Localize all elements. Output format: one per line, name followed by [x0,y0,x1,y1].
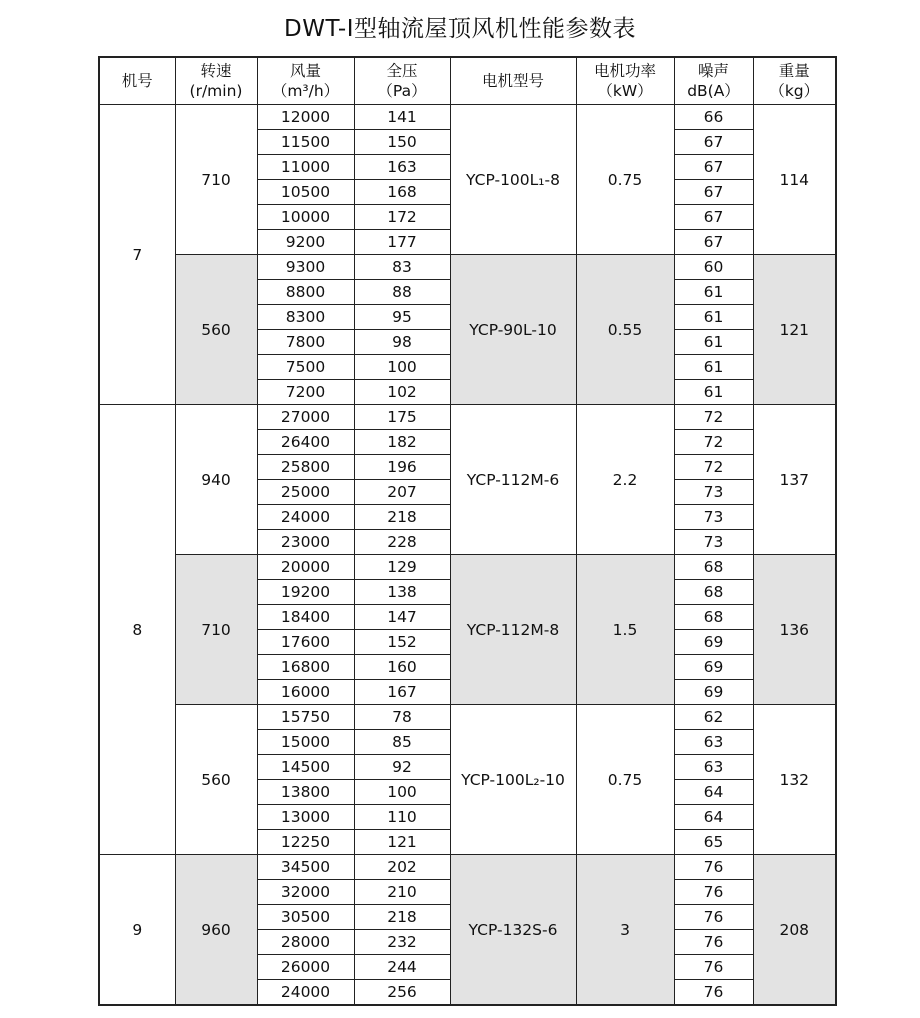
cell-pressure: 98 [354,330,450,355]
header-model: 机号 [99,57,175,105]
cell-airflow: 16000 [257,680,354,705]
cell-pressure: 152 [354,630,450,655]
cell-noise: 64 [674,805,753,830]
cell-airflow: 25000 [257,480,354,505]
cell-speed: 940 [175,405,257,555]
cell-motor: YCP-112M-6 [450,405,576,555]
table-row [99,555,836,580]
cell-power: 1.5 [576,555,674,705]
table-row [99,405,836,430]
cell-airflow: 9300 [257,255,354,280]
cell-airflow: 24000 [257,980,354,1006]
cell-pressure: 147 [354,605,450,630]
header-motor: 电机型号 [450,57,576,105]
cell-airflow: 12250 [257,830,354,855]
cell-airflow: 30500 [257,905,354,930]
cell-pressure: 95 [354,305,450,330]
cell-airflow: 19200 [257,580,354,605]
cell-noise: 69 [674,630,753,655]
cell-airflow: 24000 [257,505,354,530]
cell-model: 7 [99,105,175,405]
cell-airflow: 26000 [257,955,354,980]
cell-noise: 61 [674,330,753,355]
cell-motor: YCP-100L₂-10 [450,705,576,855]
cell-weight: 137 [753,405,836,555]
cell-pressure: 202 [354,855,450,880]
cell-pressure: 100 [354,355,450,380]
cell-noise: 72 [674,405,753,430]
cell-airflow: 7200 [257,380,354,405]
cell-airflow: 17600 [257,630,354,655]
cell-noise: 61 [674,305,753,330]
cell-airflow: 15750 [257,705,354,730]
cell-airflow: 7800 [257,330,354,355]
table-row [99,705,836,730]
cell-airflow: 23000 [257,530,354,555]
cell-motor: YCP-112M-8 [450,555,576,705]
cell-airflow: 8800 [257,280,354,305]
cell-noise: 67 [674,130,753,155]
table-body [99,105,836,1006]
cell-noise: 61 [674,380,753,405]
cell-pressure: 121 [354,830,450,855]
cell-noise: 67 [674,180,753,205]
cell-pressure: 85 [354,730,450,755]
cell-pressure: 207 [354,480,450,505]
cell-pressure: 232 [354,930,450,955]
cell-power: 0.55 [576,255,674,405]
cell-noise: 72 [674,430,753,455]
cell-noise: 67 [674,230,753,255]
cell-pressure: 163 [354,155,450,180]
cell-airflow: 15000 [257,730,354,755]
cell-noise: 76 [674,955,753,980]
cell-noise: 76 [674,980,753,1006]
cell-airflow: 11500 [257,130,354,155]
cell-speed: 560 [175,255,257,405]
cell-noise: 68 [674,580,753,605]
cell-motor: YCP-132S-6 [450,855,576,1006]
cell-airflow: 10000 [257,205,354,230]
cell-airflow: 20000 [257,555,354,580]
cell-noise: 76 [674,930,753,955]
cell-pressure: 177 [354,230,450,255]
cell-pressure: 168 [354,180,450,205]
cell-pressure: 102 [354,380,450,405]
header-power: 电机功率 （kW） [576,57,674,105]
cell-noise: 61 [674,355,753,380]
cell-noise: 61 [674,280,753,305]
cell-noise: 63 [674,755,753,780]
cell-weight: 136 [753,555,836,705]
header-airflow: 风量 （m³/h） [257,57,354,105]
cell-airflow: 27000 [257,405,354,430]
header-row [99,57,836,105]
cell-noise: 60 [674,255,753,280]
cell-pressure: 244 [354,955,450,980]
cell-motor: YCP-90L-10 [450,255,576,405]
cell-noise: 62 [674,705,753,730]
cell-speed: 710 [175,555,257,705]
cell-pressure: 150 [354,130,450,155]
cell-noise: 68 [674,605,753,630]
cell-airflow: 11000 [257,155,354,180]
table-row [99,105,836,130]
cell-airflow: 25800 [257,455,354,480]
cell-noise: 69 [674,680,753,705]
cell-noise: 73 [674,505,753,530]
cell-motor: YCP-100L₁-8 [450,105,576,255]
cell-airflow: 26400 [257,430,354,455]
cell-airflow: 13800 [257,780,354,805]
cell-pressure: 256 [354,980,450,1006]
cell-airflow: 10500 [257,180,354,205]
cell-noise: 68 [674,555,753,580]
cell-pressure: 92 [354,755,450,780]
cell-weight: 121 [753,255,836,405]
cell-noise: 76 [674,880,753,905]
cell-noise: 67 [674,155,753,180]
cell-airflow: 7500 [257,355,354,380]
cell-pressure: 129 [354,555,450,580]
cell-noise: 72 [674,455,753,480]
fan-performance-table [98,56,837,1006]
cell-pressure: 160 [354,655,450,680]
page-title: DWT-Ⅰ型轴流屋顶风机性能参数表 [284,16,636,42]
cell-power: 0.75 [576,705,674,855]
cell-noise: 63 [674,730,753,755]
cell-airflow: 8300 [257,305,354,330]
cell-airflow: 18400 [257,605,354,630]
cell-pressure: 167 [354,680,450,705]
cell-airflow: 9200 [257,230,354,255]
cell-noise: 73 [674,480,753,505]
cell-pressure: 182 [354,430,450,455]
cell-pressure: 88 [354,280,450,305]
cell-noise: 73 [674,530,753,555]
cell-noise: 69 [674,655,753,680]
cell-pressure: 100 [354,780,450,805]
header-speed: 转速 (r/min) [175,57,257,105]
cell-power: 3 [576,855,674,1006]
cell-noise: 67 [674,205,753,230]
cell-noise: 76 [674,905,753,930]
cell-weight: 114 [753,105,836,255]
cell-airflow: 16800 [257,655,354,680]
cell-pressure: 218 [354,505,450,530]
cell-noise: 76 [674,855,753,880]
cell-pressure: 141 [354,105,450,130]
cell-weight: 208 [753,855,836,1006]
cell-power: 2.2 [576,405,674,555]
cell-pressure: 175 [354,405,450,430]
cell-airflow: 28000 [257,930,354,955]
cell-pressure: 138 [354,580,450,605]
cell-airflow: 14500 [257,755,354,780]
cell-speed: 960 [175,855,257,1006]
cell-power: 0.75 [576,105,674,255]
header-weight: 重量 （kg） [753,57,836,105]
cell-pressure: 218 [354,905,450,930]
cell-airflow: 32000 [257,880,354,905]
cell-model: 8 [99,405,175,855]
cell-noise: 66 [674,105,753,130]
table-row [99,255,836,280]
cell-pressure: 110 [354,805,450,830]
cell-pressure: 210 [354,880,450,905]
cell-pressure: 78 [354,705,450,730]
cell-pressure: 83 [354,255,450,280]
cell-weight: 132 [753,705,836,855]
cell-model: 9 [99,855,175,1006]
cell-pressure: 228 [354,530,450,555]
cell-speed: 560 [175,705,257,855]
header-noise: 噪声 dB(A） [674,57,753,105]
cell-noise: 64 [674,780,753,805]
cell-airflow: 34500 [257,855,354,880]
cell-pressure: 172 [354,205,450,230]
cell-noise: 65 [674,830,753,855]
cell-airflow: 12000 [257,105,354,130]
header-pressure: 全压 （Pa） [354,57,450,105]
table-row [99,855,836,880]
cell-speed: 710 [175,105,257,255]
cell-pressure: 196 [354,455,450,480]
cell-airflow: 13000 [257,805,354,830]
